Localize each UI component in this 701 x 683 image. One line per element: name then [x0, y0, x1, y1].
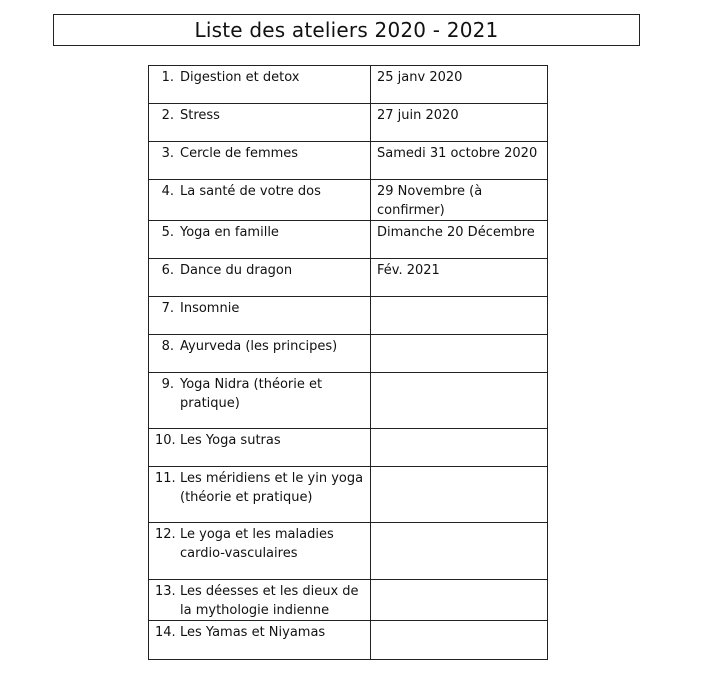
workshop-cell: [149, 373, 371, 429]
workshops-table: [148, 65, 548, 660]
workshop-cell: [149, 180, 371, 221]
table-row: [149, 104, 548, 142]
table-row: [149, 523, 548, 580]
table-row: [149, 221, 548, 259]
workshop-date: [371, 429, 548, 467]
workshop-date: Samedi 31 octobre 2020: [371, 142, 548, 180]
workshop-number: 4.: [161, 184, 174, 199]
table-row: [149, 297, 548, 335]
workshop-date: [371, 335, 548, 373]
workshop-cell: [149, 523, 371, 580]
workshop-cell: [149, 621, 371, 660]
workshop-date: 27 juin 2020: [371, 104, 548, 142]
workshop-name: Dance du dragon: [180, 263, 293, 278]
workshop-name: Digestion et detox: [180, 70, 300, 85]
workshop-name: Les déesses et les dieux de la mythologie indienne: [180, 584, 359, 618]
workshop-number: 6.: [161, 263, 174, 278]
workshop-name: Yoga Nidra (théorie et pratique): [180, 377, 323, 411]
workshop-name: Les Yamas et Niyamas: [180, 625, 326, 640]
workshop-date: [371, 467, 548, 523]
workshop-number: 13.: [155, 584, 176, 599]
workshop-number: 1.: [161, 70, 174, 85]
workshop-name: Ayurveda (les principes): [180, 339, 338, 354]
workshop-number: 2.: [161, 108, 174, 123]
workshop-date: 29 Novembre (à confirmer): [371, 180, 548, 221]
workshop-name: Insomnie: [180, 301, 240, 316]
table-row: [149, 66, 548, 104]
workshop-number: 3.: [161, 146, 174, 161]
page-title: Liste des ateliers 2020 - 2021: [53, 14, 640, 46]
workshop-name: Cercle de femmes: [180, 146, 299, 161]
workshop-cell: [149, 104, 371, 142]
workshop-date: [371, 523, 548, 580]
workshop-name: Le yoga et les maladies cardio-vasculaires: [180, 527, 334, 561]
workshop-cell: [149, 221, 371, 259]
workshop-date: [371, 580, 548, 621]
workshop-number: 10.: [155, 433, 176, 448]
workshop-date: Dimanche 20 Décembre: [371, 221, 548, 259]
table-row: [149, 142, 548, 180]
workshop-name: Stress: [180, 108, 220, 123]
workshop-number: 9.: [161, 377, 174, 392]
workshop-cell: [149, 66, 371, 104]
workshop-number: 11.: [155, 471, 176, 486]
table-row: [149, 335, 548, 373]
workshop-date: [371, 297, 548, 335]
workshop-cell: [149, 429, 371, 467]
workshop-name: Les Yoga sutras: [180, 433, 281, 448]
workshop-date: [371, 373, 548, 429]
table-row: [149, 580, 548, 621]
table-row: [149, 621, 548, 660]
table-row: [149, 373, 548, 429]
workshop-cell: [149, 297, 371, 335]
workshop-name: Les méridiens et le yin yoga (théorie et pratique): [180, 471, 364, 505]
workshop-cell: [149, 467, 371, 523]
workshop-date: [371, 621, 548, 660]
table-row: [149, 180, 548, 221]
workshop-cell: [149, 259, 371, 297]
workshop-date: 25 janv 2020: [371, 66, 548, 104]
workshop-cell: [149, 142, 371, 180]
table-row: [149, 467, 548, 523]
workshop-number: 8.: [161, 339, 174, 354]
workshop-name: Yoga en famille: [180, 225, 279, 240]
workshop-cell: [149, 580, 371, 621]
workshop-number: 12.: [155, 527, 176, 542]
workshop-cell: [149, 335, 371, 373]
workshop-number: 14.: [155, 625, 176, 640]
workshop-number: 7.: [161, 301, 174, 316]
table-row: [149, 429, 548, 467]
workshop-date: Fév. 2021: [371, 259, 548, 297]
table-row: [149, 259, 548, 297]
workshop-name: La santé de votre dos: [180, 184, 321, 199]
workshop-number: 5.: [161, 225, 174, 240]
